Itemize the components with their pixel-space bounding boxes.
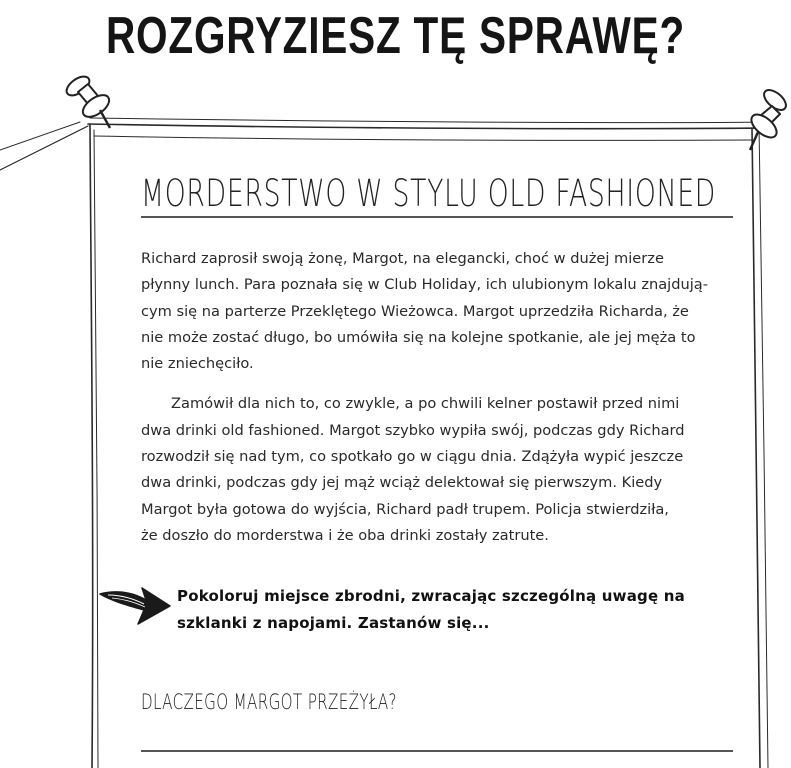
pushpin-icon — [63, 73, 113, 128]
text-line: cym się na parterze Przeklętego Wieżowca. Margot uprzedziła Richarda, że — [141, 302, 689, 320]
story-paragraph-2 — [141, 391, 726, 549]
story-paragraph-1 — [141, 246, 726, 377]
title-divider — [141, 216, 733, 218]
text-line: nie może zostać długo, bo umówiła się na kolejne spotkanie, ale jej męża to — [141, 328, 696, 346]
text-line: nie zniechęciło. — [141, 355, 254, 373]
text-line: Margot była gotowa do wyjścia, Richard padł trupem. Policja stwierdziła, — [141, 500, 669, 518]
puzzle-question: DLACZEGO MARGOT PRZEŻYŁA? — [141, 690, 397, 714]
coloring-instruction — [177, 583, 737, 637]
story-title: MORDERSTWO W STYLU OLD FASHIONED — [141, 172, 717, 215]
page-headline: ROZGRYZIESZ TĘ SPRAWĘ? — [105, 7, 686, 65]
text-line: dwa drinki old fashioned. Margot szybko wypiła swój, podczas gdy Richard — [141, 421, 685, 439]
hand-drawn-arrow-icon — [98, 580, 172, 630]
instruction-line: Pokoloruj miejsce zbrodni, zwracając szczególną uwagę na — [177, 587, 685, 605]
instruction-line: szklanki z napojami. Zastanów się... — [177, 614, 490, 632]
text-line: płynny lunch. Para poznała się w Club Holiday, ich ulubionym lokalu znajdują- — [141, 276, 709, 294]
text-line: Richard zaprosił swoją żonę, Margot, na elegancki, choć w dużej mierze — [141, 250, 664, 267]
pushpin-icon — [747, 86, 789, 150]
text-line: rozwodził się nad tym, co spotkało go w ciągu dnia. Zdążyła wypić jeszcze — [141, 448, 684, 466]
text-line: że doszło do morderstwa i że oba drinki zostały zatrute. — [141, 526, 549, 544]
text-line: Zamówił dla nich to, co zwykle, a po chwili kelner postawił przed nimi — [171, 395, 680, 413]
text-line: dwa drinki, podczas gdy jej mąż wciąż delektował się pierwszym. Kiedy — [141, 474, 663, 492]
story-body — [141, 246, 726, 549]
answer-line — [141, 750, 733, 752]
